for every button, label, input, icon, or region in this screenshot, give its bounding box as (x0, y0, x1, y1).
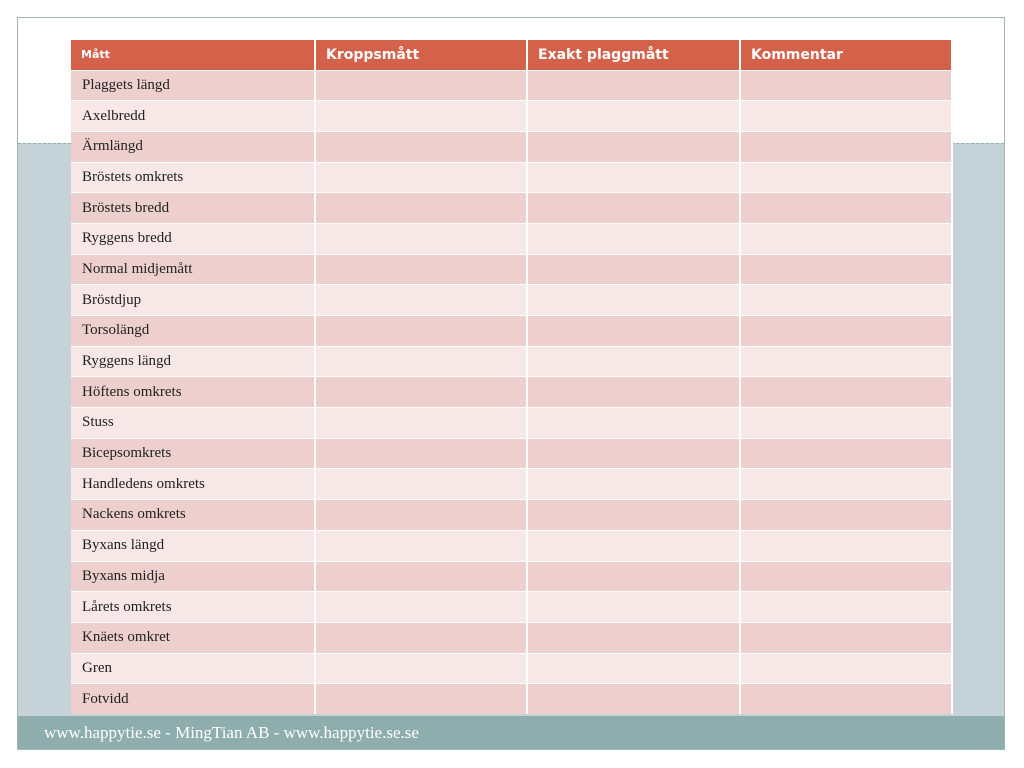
body-measure-cell[interactable] (315, 193, 527, 224)
body-measure-cell[interactable] (315, 254, 527, 285)
garment-measure-cell[interactable] (527, 684, 740, 715)
comment-cell[interactable] (740, 592, 952, 623)
comment-cell[interactable] (740, 162, 952, 193)
garment-measure-cell[interactable] (527, 438, 740, 469)
measurement-label: Normal midjemått (71, 254, 315, 285)
table-row (71, 131, 952, 162)
body-measure-cell[interactable] (315, 346, 527, 377)
comment-cell[interactable] (740, 101, 952, 132)
table-row (71, 316, 952, 347)
table-row (71, 684, 952, 715)
garment-measure-cell[interactable] (527, 193, 740, 224)
header-kommentar: Kommentar (740, 40, 952, 70)
body-measure-cell[interactable] (315, 622, 527, 653)
table-row (71, 70, 952, 101)
garment-measure-cell[interactable] (527, 408, 740, 439)
measurement-label: Ryggens bredd (71, 223, 315, 254)
garment-measure-cell[interactable] (527, 500, 740, 531)
measurement-label: Ärmlängd (71, 131, 315, 162)
body-measure-cell[interactable] (315, 500, 527, 531)
measurement-label: Lårets omkrets (71, 592, 315, 623)
comment-cell[interactable] (740, 70, 952, 101)
table-row (71, 223, 952, 254)
table-row (71, 101, 952, 132)
measurement-label: Gren (71, 653, 315, 684)
comment-cell[interactable] (740, 653, 952, 684)
garment-measure-cell[interactable] (527, 131, 740, 162)
table-row (71, 469, 952, 500)
body-measure-cell[interactable] (315, 469, 527, 500)
measurement-label: Byxans midja (71, 561, 315, 592)
body-measure-cell[interactable] (315, 377, 527, 408)
table-row (71, 285, 952, 316)
table-row (71, 438, 952, 469)
table-body (71, 70, 952, 714)
measurement-label: Axelbredd (71, 101, 315, 132)
body-measure-cell[interactable] (315, 131, 527, 162)
measurement-label: Bröstets bredd (71, 193, 315, 224)
table-row (71, 500, 952, 531)
body-measure-cell[interactable] (315, 70, 527, 101)
garment-measure-cell[interactable] (527, 469, 740, 500)
garment-measure-cell[interactable] (527, 653, 740, 684)
table-row (71, 193, 952, 224)
table-row (71, 408, 952, 439)
body-measure-cell[interactable] (315, 223, 527, 254)
measurement-label: Stuss (71, 408, 315, 439)
garment-measure-cell[interactable] (527, 592, 740, 623)
body-measure-cell[interactable] (315, 316, 527, 347)
garment-measure-cell[interactable] (527, 377, 740, 408)
body-measure-cell[interactable] (315, 438, 527, 469)
comment-cell[interactable] (740, 377, 952, 408)
garment-measure-cell[interactable] (527, 316, 740, 347)
garment-measure-cell[interactable] (527, 561, 740, 592)
body-measure-cell[interactable] (315, 653, 527, 684)
table-header-row (71, 40, 952, 70)
garment-measure-cell[interactable] (527, 223, 740, 254)
garment-measure-cell[interactable] (527, 285, 740, 316)
body-measure-cell[interactable] (315, 592, 527, 623)
measurement-label: Torsolängd (71, 316, 315, 347)
table-row (71, 530, 952, 561)
measurement-label: Handledens omkrets (71, 469, 315, 500)
table-row (71, 592, 952, 623)
comment-cell[interactable] (740, 223, 952, 254)
comment-cell[interactable] (740, 316, 952, 347)
body-measure-cell[interactable] (315, 162, 527, 193)
table-row (71, 254, 952, 285)
body-measure-cell[interactable] (315, 684, 527, 715)
header-matt: Mått (71, 40, 315, 70)
body-measure-cell[interactable] (315, 408, 527, 439)
comment-cell[interactable] (740, 561, 952, 592)
comment-cell[interactable] (740, 530, 952, 561)
footer: www.happytie.se - MingTian AB - www.happytie.se.se (18, 716, 1004, 750)
comment-cell[interactable] (740, 622, 952, 653)
comment-cell[interactable] (740, 438, 952, 469)
body-measure-cell[interactable] (315, 285, 527, 316)
table-row (71, 346, 952, 377)
table-row (71, 561, 952, 592)
garment-measure-cell[interactable] (527, 70, 740, 101)
measurement-label: Knäets omkret (71, 622, 315, 653)
measurement-label: Fotvidd (71, 684, 315, 715)
header-exakt-plaggmatt: Exakt plaggmått (527, 40, 740, 70)
comment-cell[interactable] (740, 131, 952, 162)
body-measure-cell[interactable] (315, 101, 527, 132)
measurement-label: Bicepsomkrets (71, 438, 315, 469)
garment-measure-cell[interactable] (527, 162, 740, 193)
header-kroppsmatt: Kroppsmått (315, 40, 527, 70)
body-measure-cell[interactable] (315, 530, 527, 561)
measurement-label: Nackens omkrets (71, 500, 315, 531)
measurement-label: Bröstdjup (71, 285, 315, 316)
measurement-label: Ryggens längd (71, 346, 315, 377)
comment-cell[interactable] (740, 469, 952, 500)
garment-measure-cell[interactable] (527, 101, 740, 132)
comment-cell[interactable] (740, 408, 952, 439)
table-row (71, 622, 952, 653)
table-row (71, 653, 952, 684)
garment-measure-cell[interactable] (527, 346, 740, 377)
comment-cell[interactable] (740, 193, 952, 224)
measurement-table (71, 40, 953, 714)
comment-cell[interactable] (740, 684, 952, 715)
table-row (71, 377, 952, 408)
comment-cell[interactable] (740, 500, 952, 531)
garment-measure-cell[interactable] (527, 254, 740, 285)
measurement-label: Höftens omkrets (71, 377, 315, 408)
garment-measure-cell[interactable] (527, 622, 740, 653)
measurement-label: Plaggets längd (71, 70, 315, 101)
measurement-label: Bröstets omkrets (71, 162, 315, 193)
garment-measure-cell[interactable] (527, 530, 740, 561)
comment-cell[interactable] (740, 285, 952, 316)
body-measure-cell[interactable] (315, 561, 527, 592)
comment-cell[interactable] (740, 346, 952, 377)
comment-cell[interactable] (740, 254, 952, 285)
table-row (71, 162, 952, 193)
measurement-label: Byxans längd (71, 530, 315, 561)
